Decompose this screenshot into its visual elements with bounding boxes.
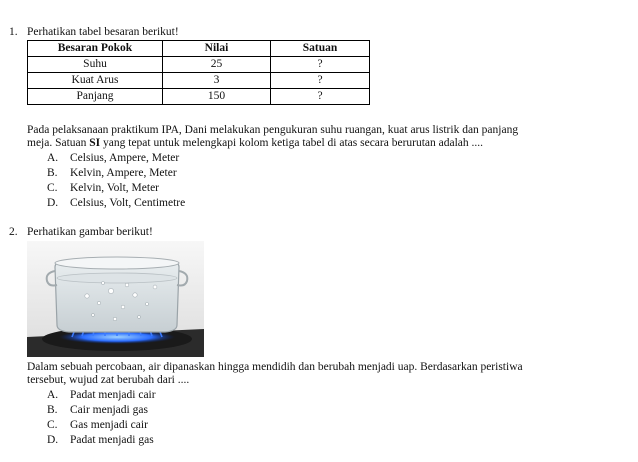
boiling-water-photo bbox=[27, 241, 204, 357]
paragraph-text: yang tepat untuk melengkapi kolom ketiga tabel di atas secara berurutan adalah .... bbox=[100, 137, 484, 149]
question-1-paragraph bbox=[27, 124, 607, 150]
option-text: Cair menjadi gas bbox=[70, 404, 148, 416]
table-row bbox=[28, 89, 370, 105]
table-header-row bbox=[28, 41, 370, 57]
table-cell: 150 bbox=[163, 89, 271, 105]
option-letter: B. bbox=[47, 404, 58, 416]
table-header-cell: Satuan bbox=[271, 41, 370, 57]
option-text: Padat menjadi cair bbox=[70, 389, 156, 401]
question-2-paragraph bbox=[27, 361, 607, 387]
option-b[interactable] bbox=[47, 404, 148, 417]
table-cell: 25 bbox=[163, 57, 271, 73]
option-letter: C. bbox=[47, 182, 58, 194]
table-cell: ? bbox=[271, 73, 370, 89]
option-d[interactable] bbox=[47, 434, 154, 447]
quantity-table bbox=[27, 40, 370, 105]
table-cell: Kuat Arus bbox=[28, 73, 163, 89]
option-text: Kelvin, Ampere, Meter bbox=[70, 167, 177, 179]
si-bold-text: SI bbox=[89, 137, 101, 149]
question-1-number: 1. bbox=[9, 26, 18, 38]
option-letter: A. bbox=[47, 389, 59, 401]
option-a[interactable] bbox=[47, 389, 156, 402]
question-2-prompt: Perhatikan gambar berikut! bbox=[27, 226, 153, 238]
paragraph-line: Dalam sebuah percobaan, air dipanaskan hingga mendidih dan berubah menjadi uap. Berdasarkan peristiwa bbox=[27, 361, 523, 373]
table-cell: 3 bbox=[163, 73, 271, 89]
option-c[interactable] bbox=[47, 419, 148, 432]
option-a[interactable] bbox=[47, 152, 179, 165]
table-cell: Panjang bbox=[28, 89, 163, 105]
table-header-cell: Besaran Pokok bbox=[28, 41, 163, 57]
boiling-water-illustration bbox=[27, 241, 204, 357]
question-2-number: 2. bbox=[9, 226, 18, 238]
option-text: Celsius, Volt, Centimetre bbox=[70, 197, 186, 209]
table-cell: Suhu bbox=[28, 57, 163, 73]
paragraph-line: tersebut, wujud zat berubah dari .... bbox=[27, 374, 190, 386]
table-row bbox=[28, 57, 370, 73]
table-row bbox=[28, 73, 370, 89]
option-text: Kelvin, Volt, Meter bbox=[70, 182, 160, 194]
option-b[interactable] bbox=[47, 167, 177, 180]
option-letter: C. bbox=[47, 419, 58, 431]
option-letter: D. bbox=[47, 434, 59, 446]
option-letter: B. bbox=[47, 167, 58, 179]
table-header-cell: Nilai bbox=[163, 41, 271, 57]
option-text: Celsius, Ampere, Meter bbox=[70, 152, 180, 164]
option-letter: D. bbox=[47, 197, 59, 209]
option-text: Gas menjadi cair bbox=[70, 419, 148, 431]
option-d[interactable] bbox=[47, 197, 185, 210]
paragraph-text: meja. Satuan bbox=[27, 137, 90, 149]
option-text: Padat menjadi gas bbox=[70, 434, 154, 446]
option-letter: A. bbox=[47, 152, 59, 164]
paragraph-line bbox=[27, 137, 607, 150]
table-cell: ? bbox=[271, 57, 370, 73]
option-c[interactable] bbox=[47, 182, 159, 195]
paragraph-line: Pada pelaksanaan praktikum IPA, Dani melakukan pengukuran suhu ruangan, kuat arus listrik dan panjang bbox=[27, 124, 519, 136]
table-cell: ? bbox=[271, 89, 370, 105]
question-1-prompt: Perhatikan tabel besaran berikut! bbox=[27, 26, 179, 38]
